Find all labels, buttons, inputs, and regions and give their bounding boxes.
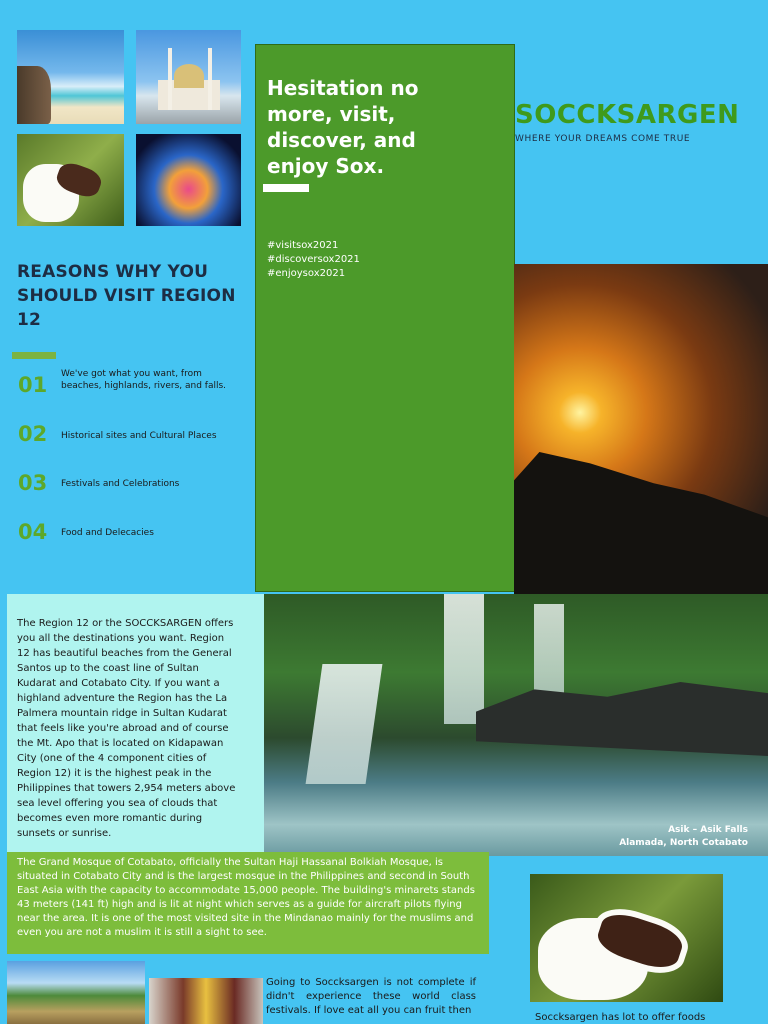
promo-headline: Hesitation no more, visit, discover, and enjoy Sox.: [267, 76, 419, 178]
reason-text: Historical sites and Cultural Places: [61, 431, 217, 441]
beach-photo: [17, 30, 124, 124]
reason-number: 03: [18, 471, 48, 495]
hashtag: #discoversox2021: [267, 254, 360, 265]
promo-divider: [263, 184, 309, 192]
mosque-description-box: [7, 852, 489, 954]
accent-bar: [12, 352, 56, 359]
waterfall-caption: [619, 824, 748, 850]
sunset-mountain-photo: [514, 264, 768, 594]
promo-box: [255, 44, 515, 592]
reason-text: Festivals and Celebrations: [61, 479, 180, 489]
waterfall-photo: [264, 594, 768, 856]
hashtag-list: [267, 239, 360, 281]
festival-description: Going to Soccksargen is not complete if didn't experience these world class festivals. If love eat all you can fruit then: [266, 977, 476, 1016]
reasons-title: REASONS WHY YOU SHOULD VISIT REGION 12: [17, 262, 236, 330]
rice-cake-photo: [17, 134, 124, 226]
reason-text: We've got what you want, from beaches, highlands, rivers, and falls.: [61, 369, 227, 391]
caption-line: Asik – Asik Falls: [668, 825, 748, 835]
brand-tagline: WHERE YOUR DREAMS COME TRUE: [515, 134, 691, 144]
hills-photo: [7, 961, 145, 1024]
food-caption: Soccksargen has lot to offer foods: [535, 1012, 706, 1023]
region-description-box: [7, 594, 264, 852]
hashtag: #visitsox2021: [267, 240, 339, 251]
reason-text: Food and Delecacies: [61, 528, 154, 538]
mosque-description: The Grand Mosque of Cotabato, officially the Sultan Haji Hassanal Bolkiah Mosque, is situated in Cotabato City and is the largest mosque in the Philippines and second in South East Asia with the capacity to accommodate 15,000 people. The building's minarets stands 43 meters (141 ft) high and is lit at night which serves as a guide for aircraft pilots flying near the area. It is one of the most visited site in the Mindanao mainly for the muslims and even you are not a muslim it is still a sight to see.: [17, 857, 475, 938]
reason-number: 01: [18, 373, 48, 397]
rice-cake-photo-large: [530, 874, 723, 1002]
reason-number: 02: [18, 422, 48, 446]
mosque-photo: [136, 30, 241, 124]
region-description: The Region 12 or the SOCCKSARGEN offers you all the destinations you want. Region 12 has beautiful beaches from the General Santos up to the coast line of Sultan Kudarat and Cotabato City. If you want a highland adventure the Region has the La Palmera mountain ridge in Sultan Kudarat that feels like you're abroad and of course the Mt. Apo that is located on Kidapawan City (one of the 4 component cities of Region 12) it is the highest peak in the Philippines that towers 2,954 meters above sea level offering you sea of clouds that becomes even more romantic during sunsets or sunrise.: [17, 618, 236, 839]
brand-title: SOCCKSARGEN: [515, 100, 740, 130]
festival-people-photo: [149, 978, 263, 1024]
hashtag: #enjoysox2021: [267, 268, 346, 279]
festival-photo: [136, 134, 241, 226]
caption-line: Alamada, North Cotabato: [619, 838, 748, 848]
reason-number: 04: [18, 520, 48, 544]
